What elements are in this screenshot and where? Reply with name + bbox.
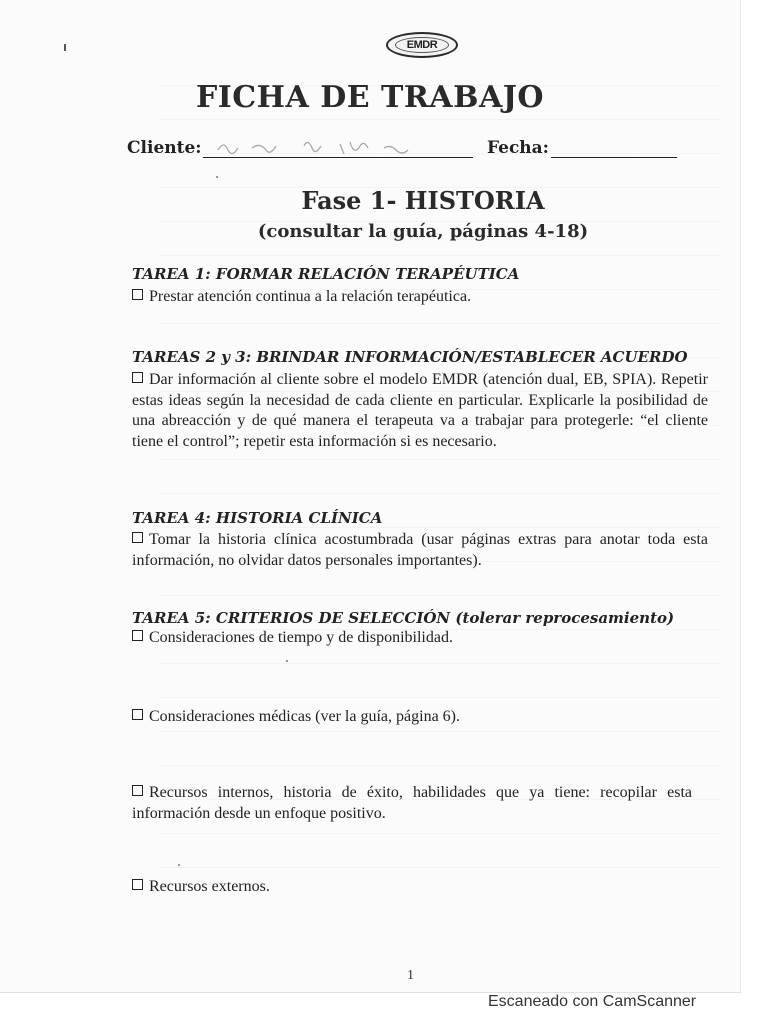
task-5-item-time (132, 628, 708, 649)
checkbox[interactable] (132, 785, 143, 796)
emdr-logo (386, 32, 458, 58)
task-4-item-text: Tomar la historia clínica acostumbrada (usar páginas extras para anotar toda esta información, no olvidar datos personales importantes). (132, 531, 708, 569)
date-label: Fecha: (487, 138, 549, 158)
phase-subtitle: (consultar la guía, páginas 4-18) (257, 221, 589, 242)
checkbox[interactable] (132, 289, 143, 300)
task-4-item (132, 530, 708, 571)
page-number: 1 (407, 968, 414, 983)
task-1-item-text: Prestar atención continua a la relación terapéutica. (149, 288, 472, 305)
checkbox[interactable] (132, 709, 143, 720)
task-1-item (132, 287, 708, 308)
task-5-item-time-text: Consideraciones de tiempo y de disponibilidad. (149, 629, 453, 646)
emdr-logo-text: EMDR (395, 37, 449, 53)
speck (178, 864, 180, 866)
task-1-heading: TAREA 1: FORMAR RELACIÓN TERAPÉUTICA (132, 265, 520, 283)
task-5-item-external-resources (132, 877, 708, 898)
checkbox[interactable] (132, 879, 143, 890)
task-5-item-internal-resources-text: Recursos internos, historia de éxito, habilidades que ya tiene: recopilar esta información desde un enfoque positivo. (132, 784, 692, 822)
checkbox[interactable] (132, 372, 143, 383)
task-5-item-internal-resources (132, 783, 692, 824)
task-4-heading: TAREA 4: HISTORIA CLÍNICA (132, 509, 383, 527)
task-2-3-item (132, 370, 708, 452)
task-5-item-medical-text: Consideraciones médicas (ver la guía, página 6). (149, 708, 460, 725)
speck (286, 660, 288, 662)
phase-title: Fase 1- HISTORIA (301, 186, 545, 215)
camscanner-watermark: Escaneado con CamScanner (488, 993, 697, 1010)
scan-edge-mark (64, 44, 66, 51)
checkbox[interactable] (132, 532, 143, 543)
task-5-item-external-resources-text: Recursos externos. (149, 878, 270, 895)
date-field-line[interactable] (551, 157, 677, 158)
client-label: Cliente: (127, 138, 202, 158)
checkbox[interactable] (132, 630, 143, 641)
task-2-3-heading: TAREAS 2 y 3: BRINDAR INFORMACIÓN/ESTABLECER ACUERDO (132, 348, 688, 366)
handwritten-client-name (208, 132, 458, 162)
page-title: FICHA DE TRABAJO (195, 80, 545, 115)
task-2-3-item-text: Dar información al cliente sobre el modelo EMDR (atención dual, EB, SPIA). Repetir estas ideas según la necesidad de cada cliente en particular. Explicarle la posibilidad de una abreacción y de qué manera el terapeuta va a trabajar para protegerle: “el cliente tiene el control”; repetir esta información si es necesario. (132, 371, 708, 450)
speck (216, 176, 218, 178)
task-5-heading: TAREA 5: CRITERIOS DE SELECCIÓN (tolerar reprocesamiento) (132, 609, 675, 627)
task-5-item-medical (132, 707, 708, 728)
